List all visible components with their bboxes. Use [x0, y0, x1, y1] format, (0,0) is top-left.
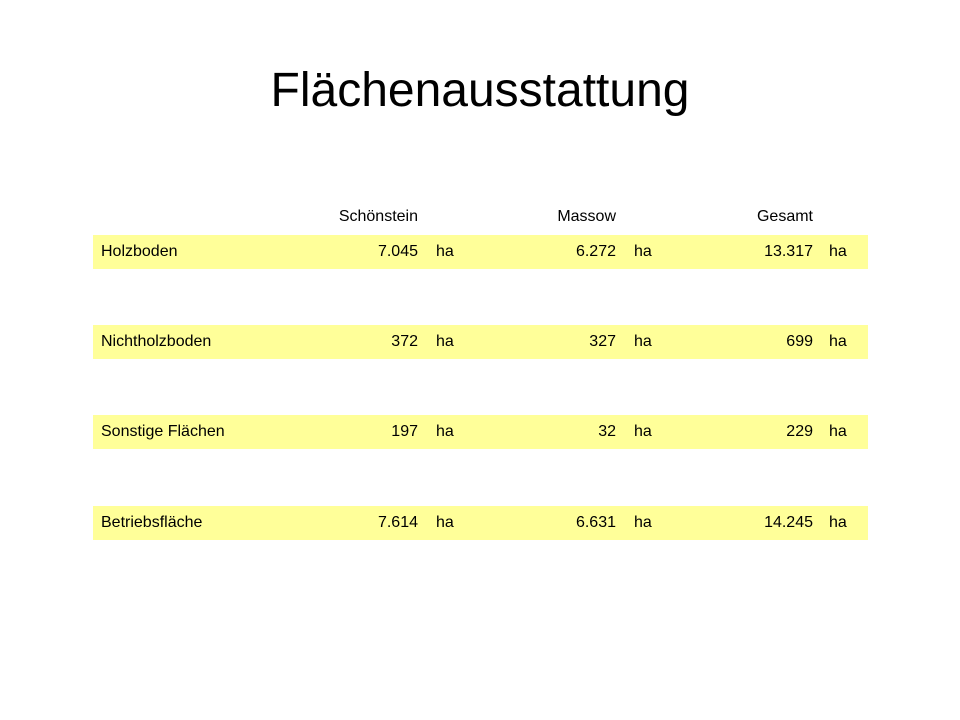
table-row-betriebsflaeche	[93, 506, 868, 540]
value-gesamt: 699	[786, 333, 813, 350]
column-header-gesamt: Gesamt	[756, 208, 813, 225]
value-schoenstein: 197	[391, 423, 418, 440]
table-row-sonstige-flaechen	[93, 415, 868, 449]
row-label: Sonstige Flächen	[101, 423, 225, 440]
table-row-nichtholzboden	[93, 325, 868, 359]
value-massow: 32	[598, 423, 616, 440]
table-header	[93, 200, 868, 234]
unit-label: ha	[829, 333, 847, 350]
table-row-holzboden	[93, 235, 868, 269]
unit-label: ha	[436, 514, 454, 531]
unit-label: ha	[634, 333, 652, 350]
column-header-massow: Massow	[557, 208, 616, 225]
unit-label: ha	[634, 243, 652, 260]
value-schoenstein: 7.045	[377, 243, 418, 260]
unit-label: ha	[634, 514, 652, 531]
row-label: Holzboden	[101, 243, 178, 260]
value-gesamt: 229	[786, 423, 813, 440]
value-schoenstein: 7.614	[377, 514, 418, 531]
value-massow: 6.272	[575, 243, 616, 260]
value-gesamt: 13.317	[764, 243, 813, 260]
page-title: Flächenausstattung	[270, 64, 690, 117]
unit-label: ha	[436, 243, 454, 260]
unit-label: ha	[829, 514, 847, 531]
value-massow: 327	[589, 333, 616, 350]
unit-label: ha	[829, 243, 847, 260]
unit-label: ha	[829, 423, 847, 440]
unit-label: ha	[436, 333, 454, 350]
unit-label: ha	[436, 423, 454, 440]
value-massow: 6.631	[575, 514, 616, 531]
row-label: Betriebsfläche	[101, 514, 203, 531]
value-schoenstein: 372	[391, 333, 418, 350]
unit-label: ha	[634, 423, 652, 440]
column-header-schoenstein: Schönstein	[338, 208, 418, 225]
value-gesamt: 14.245	[764, 514, 813, 531]
row-label: Nichtholzboden	[101, 333, 212, 350]
